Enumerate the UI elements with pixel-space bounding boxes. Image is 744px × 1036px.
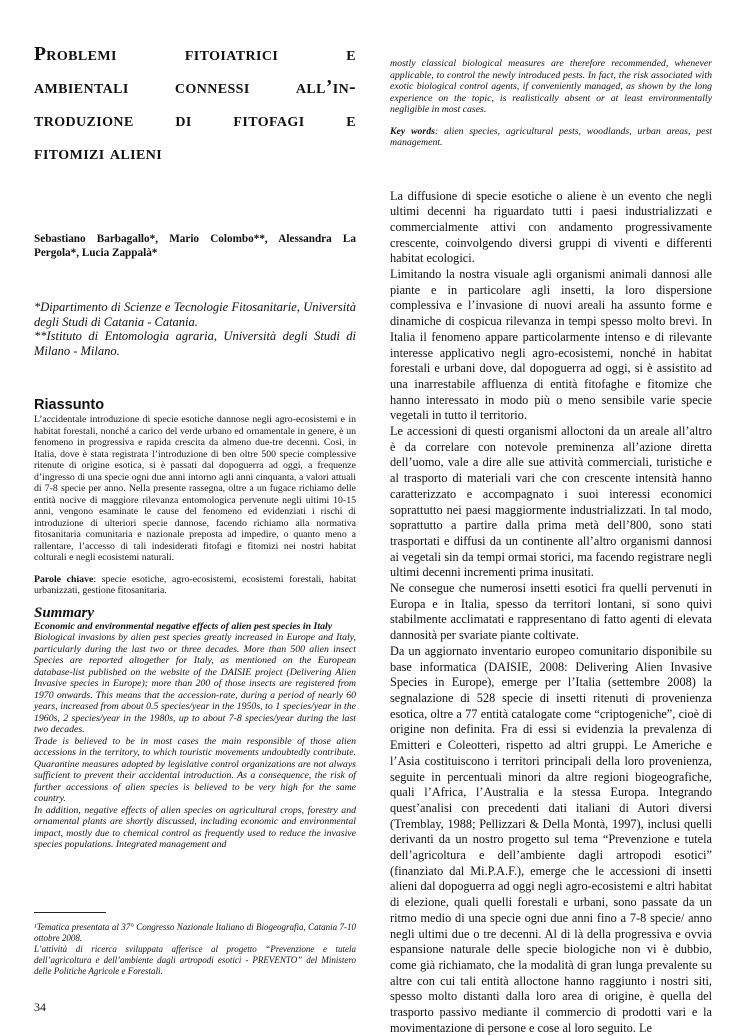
summary-section — [34, 605, 356, 851]
affiliation: **Istituto di Entomologia agraria, Università degli Studi di Milano - Milano. — [34, 329, 356, 358]
body-paragraph: Da un aggiornato inventario europeo comunitario disponibile su base informatica (DAISIE, 2008: Delivering Alien Invasive Species in Europe), emerge per l’Italia (settembre 2008) la segnalazione di 528 specie di insetti ritenuti di provenienza esotica, oltre a 77 entità catalogate come “criptogeniche”, cioè di origine non definita. Fra di essi si evidenzia la prevalenza di Emitteri e Coleotteri, rispetto ad altri gruppi. Le Americhe e l’Asia costituiscono i territori principali della loro provenienza, seguite in percentuali minori da altre regioni biogeografiche, quali l’Africa, l’Australia e la stessa Europa. Integrando quest’analisi con precedenti dati italiani di Autori diversi (Tremblay, 1988; Pellizzari & Della Montà, 1997), inclusi quelli derivanti da un nostro progetto sul tema “Prevenzione e tutela dell’agricoltura e dell’ambiente dagli artropodi esotici” (finanziato dal Mi.P.A.F.), emerge che le accessioni di insetti alieni dal dopoguerra ad oggi negli agro-ecosistemi e altri habitat di elezione, quali quelli forestali e urbani, sono passate da un ritmo medio di una specie ogni due anni fino a 7-8 specie/ anno negli ultimi due o tre decenni. Al di là della progressiva e ovvia espansione naturale delle specie biologiche non vi è dubbio, come già richiamato, che la modalità di gran lunga prevalente su altre con cui tali entità alloctone hanno raggiunto i nostri siti, spesso molto distanti dalla loro area di origine, è quella del trasporto passivo mediante il commercio di prodotti vari e la movimentazione di persone e cose al loro seguito. Le — [390, 644, 712, 1036]
title-line: fitomizi alieni — [34, 137, 356, 170]
body-paragraph: Ne consegue che numerosi insetti esotici fra quelli pervenuti in Europa e in Italia, spesso da territori lontani, si sono quivi stabilmente acclimatati e rappresentano di fatto agenti di elevata dannosità per svariate piante coltivate. — [390, 581, 712, 644]
footnote: L’attività di ricerca sviluppata afferisce al progetto “Prevenzione e tutela dell’agricoltura e dell’ambiente dagli artropodi esotici - PREVENTO” del Ministero delle Politiche Agricole e Forestali. — [34, 944, 356, 977]
summary-paragraph: Biological invasions by alien pest species greatly increased in Europe and Italy, particularly during the last two or three decades. More than 500 alien insect Species are reported altogether for Italy, as mentioned on the European database-list published on the website of the DAISIE project (Delivering Alien Invasive species in Europe); more than 200 of those insects are registered from 1970 onwards. This means that the accession-rate, during a period of nearly 60 years, increased from about 0.5 species/year in the 1950s, to 1 species/year in the 1960s, 2 species/year in the 1980s, up to about 7-8 species/year during the last two decades. — [34, 632, 356, 736]
summary-continuation: mostly classical biological measures are therefore recommended, whenever applicable, to control the newly introduced pests. In fact, the risk associated with exotic biological control agents, if conveniently managed, as shown by the long experience on the topic, is realistically absent or at least environmentally negligible in most cases. — [390, 58, 712, 116]
parole-chiave — [34, 574, 356, 597]
riassunto-heading: Riassunto — [34, 396, 356, 414]
authors: Sebastiano Barbagallo*, Mario Colombo**, Alessandra La Pergola*, Lucia Zappalà* — [34, 232, 356, 260]
affiliations — [34, 300, 356, 358]
article-title — [34, 38, 356, 170]
parole-chiave-text: : specie esotiche, agro-ecosistemi, ecosistemi forestali, habitat urbanizzati, gestione fitosanitaria. — [34, 574, 356, 597]
footnotes — [34, 922, 356, 977]
summary-subtitle: Economic and environmental negative effects of alien pest species in Italy — [34, 621, 356, 633]
body-paragraph: Le accessioni di questi organismi alloctoni da un areale all’altro è da correlare con notevole preminenza all’azione diretta dell’uomo, vale a dire alle sue attività commerciali, turistiche e al trasporto di materiali vari che con crescente intensità hanno caratterizzato e accompagnato i suoi interessi economici soprattutto nei paesi maggiormente industrializzati. In tal modo, soprattutto a partire dalla prima metà dell’800, sono stati trasportati e diffusi da un continente all’altro organismi dannosi ai vegetali sin da tempi ormai storici, ma facendo registrare negli ultimi decenni incrementi prima inusitati. — [390, 424, 712, 581]
title-line: Problemi fitoiatrici e — [34, 38, 356, 71]
body-paragraph: La diffusione di specie esotiche o aliene è un evento che negli ultimi decenni ha riguardato tutti i paesi industrializzati e commercialmente attivi con andamento progressivamente crescente, coinvolgendo diversi gruppi di viventi e differenti habitat ecologici. — [390, 189, 712, 268]
summary-paragraph: In addition, negative effects of alien species on agricultural crops, forestry and ornamental plants are shortly discussed, including economic and environmental impact, mostly due to chemical control as frequently used to reduce the invasive species populations. Integrated management and — [34, 805, 356, 851]
riassunto-section — [34, 396, 356, 597]
summary-paragraph: Trade is believed to be in most cases the main responsible of those alien accessions in the territory, to which touristic movements undoubtedly contribute. Quarantine measures adopted by legislative control organizations are not always sufficient to prevent their accidental introduction. As a consequence, the risk of further accessions of alien species is believed to be very high for the same country. — [34, 736, 356, 805]
summary-heading: Summary — [34, 605, 356, 621]
parole-chiave-label: Parole chiave — [34, 574, 93, 585]
title-line: troduzione di fitofagi e — [34, 104, 356, 137]
key-words-label: Key words — [390, 126, 435, 137]
riassunto-text: L’accidentale introduzione di specie esotiche dannose negli agro-ecosistemi e in habitat forestali, nonché a carico del verde urbano ed ornamentale in genere, è un fenomeno in progressiva e rapida crescita da almeno due-tre decenni. Così, in Italia, dove è stata registrata l’introduzione di ben oltre 500 specie complessive ritenute di origine esotica, si è passati dal dopoguerra ad oggi, a frequenze d’ingresso di una specie ogni due anni intorno agli anni cinquanta, a valori attuali di 7-8 specie per anno. Nella presente rassegna, oltre a un fugace richiamo delle entità nocive di maggiore rilevanza entomologica pervenute negli ultimi 10-15 anni, vengono esaminate le cause del fenomeno ed evidenziati i rischi di introduzione di ulteriori specie dannose, facendo richiamo alla normativa fitosanitaria comunitaria e nazionale preposta ad impedire, o quanto meno a rallentare, l’accesso di tali indesiderati fitofagi e fitomizi nei nostri habitat colturali e negli ecosistemi naturali. — [34, 414, 356, 564]
left-column — [34, 38, 356, 851]
page-number: 34 — [34, 1000, 46, 1015]
right-column — [390, 58, 712, 1036]
key-words — [390, 126, 712, 149]
body-paragraph: Limitando la nostra visuale agli organismi animali dannosi alle piante e in particolare agli insetti, la loro dispersione complessiva e l’invasione di nuovi areali ha assunto forme e dinamiche di cospicua rilevanza in tempi spesso molto brevi. In Italia il fenomeno appare particolarmente intenso e di rilevante interesse applicativo negli agro-ecosistemi, nonché in habitat forestali e urbani dove, dal dopoguerra ad oggi, si è assistito ad una inarrestabile affluenza di entità fitofaghe e fitomize che hanno interessato in modo più o meno sensibile varie specie vegetali in tutto il territorio. — [390, 267, 712, 424]
main-body — [390, 189, 712, 1036]
title-line: ambientali connessi all’in- — [34, 71, 356, 104]
footnote-divider — [34, 912, 106, 913]
key-words-text: : alien species, agricultural pests, woodlands, urban areas, pest management. — [390, 126, 712, 149]
footnote: ¹Tematica presentata al 37° Congresso Nazionale Italiano di Biogeografia, Catania 7-10 ottobre 2008. — [34, 922, 356, 944]
affiliation: *Dipartimento di Scienze e Tecnologie Fitosanitarie, Università degli Studi di Catania - Catania. — [34, 300, 356, 329]
